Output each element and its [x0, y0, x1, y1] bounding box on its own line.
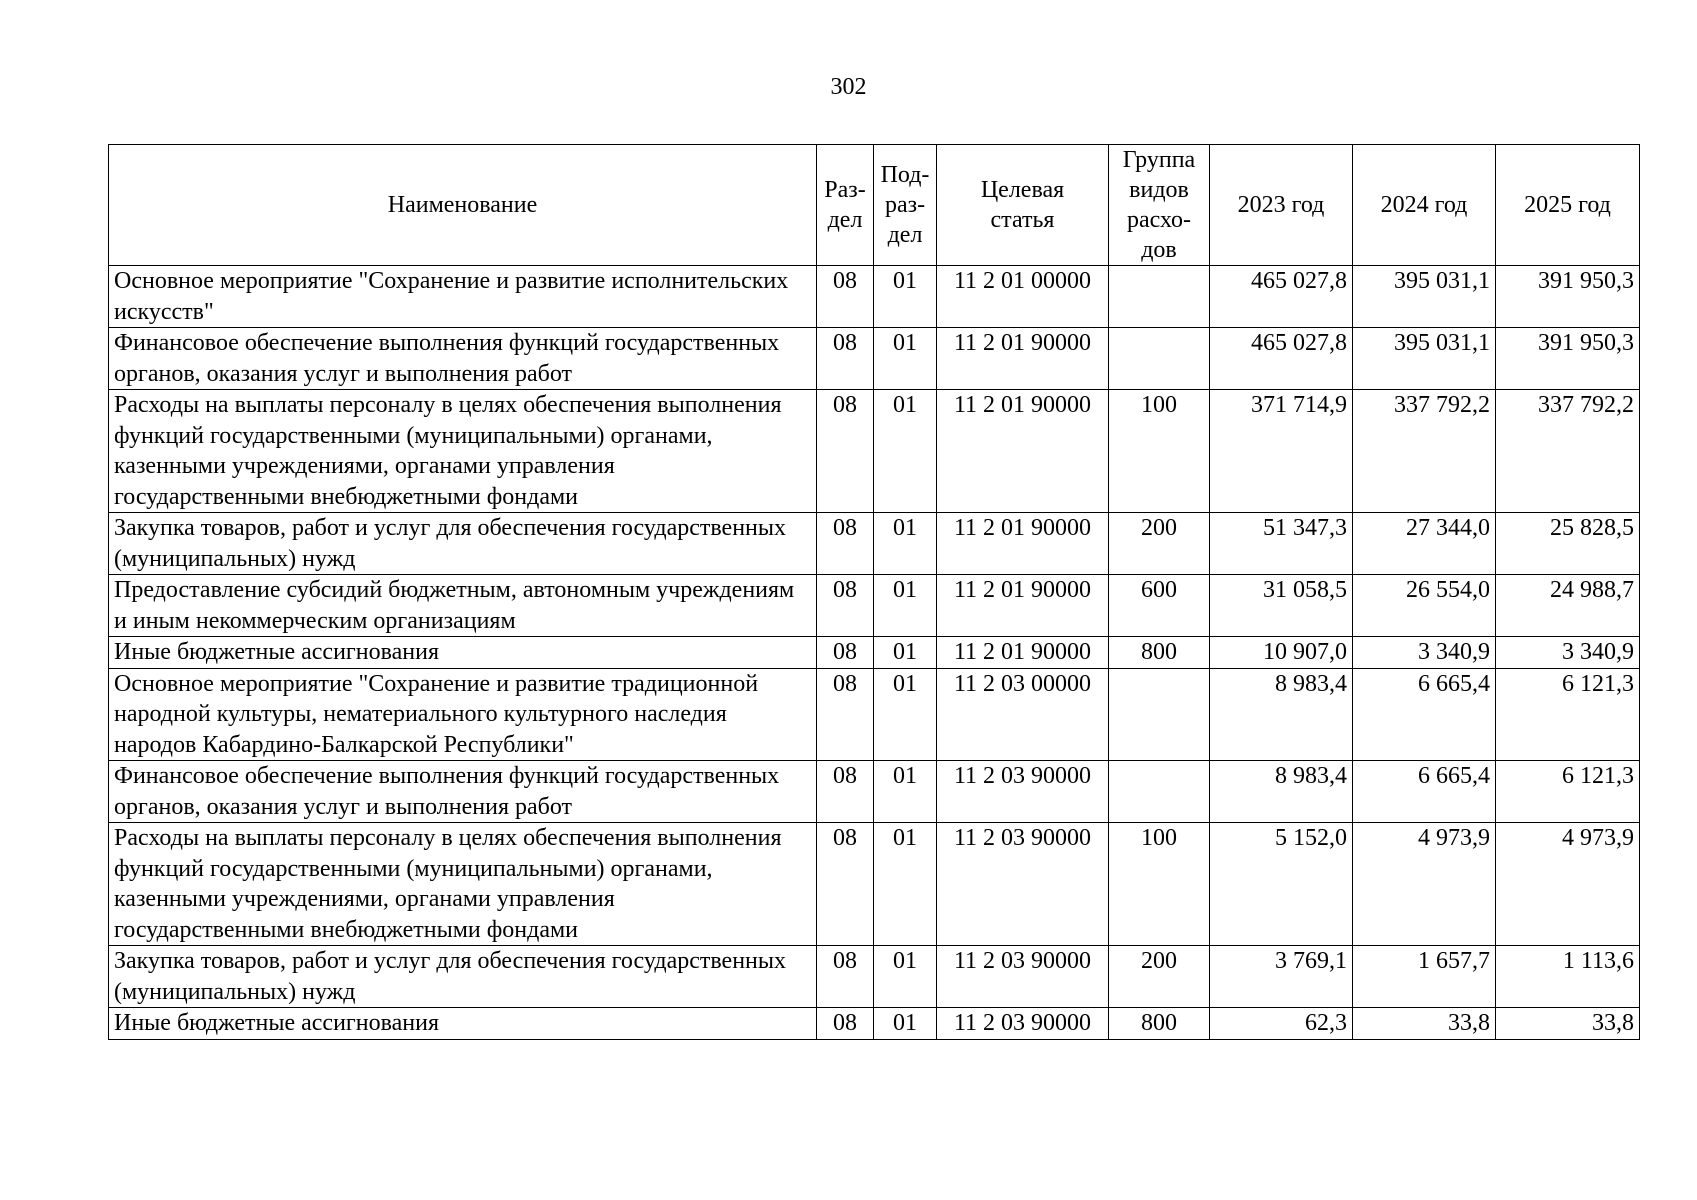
cell-podrazdel: 01	[874, 328, 937, 390]
cell-podrazdel: 01	[874, 946, 937, 1008]
cell-2025: 6 121,3	[1496, 761, 1640, 823]
cell-razdel: 08	[817, 946, 874, 1008]
cell-2024: 3 340,9	[1353, 637, 1496, 669]
cell-group: 200	[1109, 946, 1210, 1008]
cell-name: Основное мероприятие "Сохранение и развитие исполнительских искусств"	[109, 266, 817, 328]
table-row	[109, 823, 1640, 946]
table-row	[109, 513, 1640, 575]
header-podrazdel-line: Под-	[880, 162, 930, 188]
page-number: 302	[830, 74, 867, 100]
budget-table	[108, 144, 1640, 1040]
header-group-line: Группа	[1122, 147, 1196, 173]
cell-podrazdel: 01	[874, 823, 937, 946]
cell-group: 200	[1109, 513, 1210, 575]
cell-name: Иные бюджетные ассигнования	[109, 637, 817, 669]
header-target	[937, 145, 1109, 266]
cell-razdel: 08	[817, 1008, 874, 1040]
table-row	[109, 390, 1640, 513]
cell-2023: 465 027,8	[1210, 328, 1353, 390]
cell-group: 100	[1109, 823, 1210, 946]
cell-podrazdel: 01	[874, 513, 937, 575]
cell-2023: 31 058,5	[1210, 575, 1353, 637]
cell-2024: 395 031,1	[1353, 266, 1496, 328]
cell-2025: 33,8	[1496, 1008, 1640, 1040]
cell-name: Закупка товаров, работ и услуг для обеспечения государственных (муниципальных) нужд	[109, 513, 817, 575]
cell-2025: 25 828,5	[1496, 513, 1640, 575]
cell-2025: 24 988,7	[1496, 575, 1640, 637]
table-row	[109, 761, 1640, 823]
cell-group: 800	[1109, 1008, 1210, 1040]
cell-2023: 3 769,1	[1210, 946, 1353, 1008]
cell-2025: 391 950,3	[1496, 328, 1640, 390]
header-razdel	[817, 145, 874, 266]
header-podrazdel	[874, 145, 937, 266]
cell-target: 11 2 01 90000	[937, 390, 1109, 513]
cell-2024: 337 792,2	[1353, 390, 1496, 513]
header-group-line: расхо-	[1126, 207, 1192, 233]
cell-razdel: 08	[817, 328, 874, 390]
cell-target: 11 2 01 90000	[937, 575, 1109, 637]
header-group	[1109, 145, 1210, 266]
header-name: Наименование	[109, 145, 817, 266]
cell-target: 11 2 01 90000	[937, 513, 1109, 575]
header-razdel-line: дел	[827, 207, 863, 233]
cell-2024: 6 665,4	[1353, 668, 1496, 761]
header-podrazdel-line: раз-	[884, 192, 926, 218]
cell-razdel: 08	[817, 823, 874, 946]
cell-podrazdel: 01	[874, 390, 937, 513]
cell-2025: 391 950,3	[1496, 266, 1640, 328]
cell-razdel: 08	[817, 668, 874, 761]
cell-2024: 4 973,9	[1353, 823, 1496, 946]
cell-2024: 26 554,0	[1353, 575, 1496, 637]
table-row	[109, 1008, 1640, 1040]
cell-2024: 33,8	[1353, 1008, 1496, 1040]
table-row	[109, 668, 1640, 761]
cell-name: Закупка товаров, работ и услуг для обеспечения государственных (муниципальных) нужд	[109, 946, 817, 1008]
cell-podrazdel: 01	[874, 266, 937, 328]
cell-group	[1109, 328, 1210, 390]
header-podrazdel-line: дел	[887, 222, 923, 248]
cell-razdel: 08	[817, 761, 874, 823]
table-row	[109, 637, 1640, 669]
cell-podrazdel: 01	[874, 575, 937, 637]
cell-2023: 51 347,3	[1210, 513, 1353, 575]
header-2023: 2023 год	[1210, 145, 1353, 266]
cell-group: 800	[1109, 637, 1210, 669]
cell-razdel: 08	[817, 266, 874, 328]
header-2024: 2024 год	[1353, 145, 1496, 266]
cell-target: 11 2 03 90000	[937, 1008, 1109, 1040]
cell-target: 11 2 01 90000	[937, 328, 1109, 390]
cell-group: 600	[1109, 575, 1210, 637]
cell-2025: 1 113,6	[1496, 946, 1640, 1008]
cell-razdel: 08	[817, 513, 874, 575]
cell-2023: 5 152,0	[1210, 823, 1353, 946]
cell-target: 11 2 01 00000	[937, 266, 1109, 328]
table-row	[109, 575, 1640, 637]
cell-podrazdel: 01	[874, 761, 937, 823]
cell-razdel: 08	[817, 637, 874, 669]
cell-2025: 3 340,9	[1496, 637, 1640, 669]
cell-target: 11 2 03 00000	[937, 668, 1109, 761]
cell-podrazdel: 01	[874, 1008, 937, 1040]
cell-name: Расходы на выплаты персоналу в целях обеспечения выполнения функций государственными (муниципальными) органами, казенными учреждениями, органами управления государственными внебюджетными фондами	[109, 823, 817, 946]
header-group-line: дов	[1141, 237, 1177, 263]
cell-2023: 8 983,4	[1210, 668, 1353, 761]
header-group-line: видов	[1129, 177, 1189, 203]
cell-name: Финансовое обеспечение выполнения функций государственных органов, оказания услуг и выполнения работ	[109, 328, 817, 390]
cell-name: Основное мероприятие "Сохранение и развитие традиционной народной культуры, нематериального культурного наследия народов Кабардино-Балкарской Республики"	[109, 668, 817, 761]
header-razdel-line: Раз-	[824, 177, 866, 203]
cell-razdel: 08	[817, 575, 874, 637]
cell-2025: 6 121,3	[1496, 668, 1640, 761]
cell-2024: 395 031,1	[1353, 328, 1496, 390]
cell-2023: 10 907,0	[1210, 637, 1353, 669]
cell-2023: 62,3	[1210, 1008, 1353, 1040]
table-row	[109, 946, 1640, 1008]
cell-name: Предоставление субсидий бюджетным, автономным учреждениям и иным некоммерческим организациям	[109, 575, 817, 637]
table-row	[109, 266, 1640, 328]
cell-2023: 8 983,4	[1210, 761, 1353, 823]
cell-razdel: 08	[817, 390, 874, 513]
cell-target: 11 2 03 90000	[937, 761, 1109, 823]
cell-2024: 6 665,4	[1353, 761, 1496, 823]
cell-name: Расходы на выплаты персоналу в целях обеспечения выполнения функций государственными (муниципальными) органами, казенными учреждениями, органами управления государственными внебюджетными фондами	[109, 390, 817, 513]
header-2025: 2025 год	[1496, 145, 1640, 266]
cell-group	[1109, 761, 1210, 823]
cell-group	[1109, 266, 1210, 328]
cell-target: 11 2 03 90000	[937, 823, 1109, 946]
cell-2024: 1 657,7	[1353, 946, 1496, 1008]
cell-2025: 4 973,9	[1496, 823, 1640, 946]
cell-2023: 371 714,9	[1210, 390, 1353, 513]
table-row	[109, 328, 1640, 390]
header-target-line: Целевая	[980, 177, 1065, 203]
cell-target: 11 2 03 90000	[937, 946, 1109, 1008]
cell-podrazdel: 01	[874, 668, 937, 761]
table-header-row	[109, 145, 1640, 266]
cell-name: Финансовое обеспечение выполнения функций государственных органов, оказания услуг и выполнения работ	[109, 761, 817, 823]
cell-2024: 27 344,0	[1353, 513, 1496, 575]
header-target-line: статья	[990, 207, 1055, 233]
cell-target: 11 2 01 90000	[937, 637, 1109, 669]
cell-2023: 465 027,8	[1210, 266, 1353, 328]
cell-group	[1109, 668, 1210, 761]
cell-group: 100	[1109, 390, 1210, 513]
cell-podrazdel: 01	[874, 637, 937, 669]
cell-2025: 337 792,2	[1496, 390, 1640, 513]
cell-name: Иные бюджетные ассигнования	[109, 1008, 817, 1040]
